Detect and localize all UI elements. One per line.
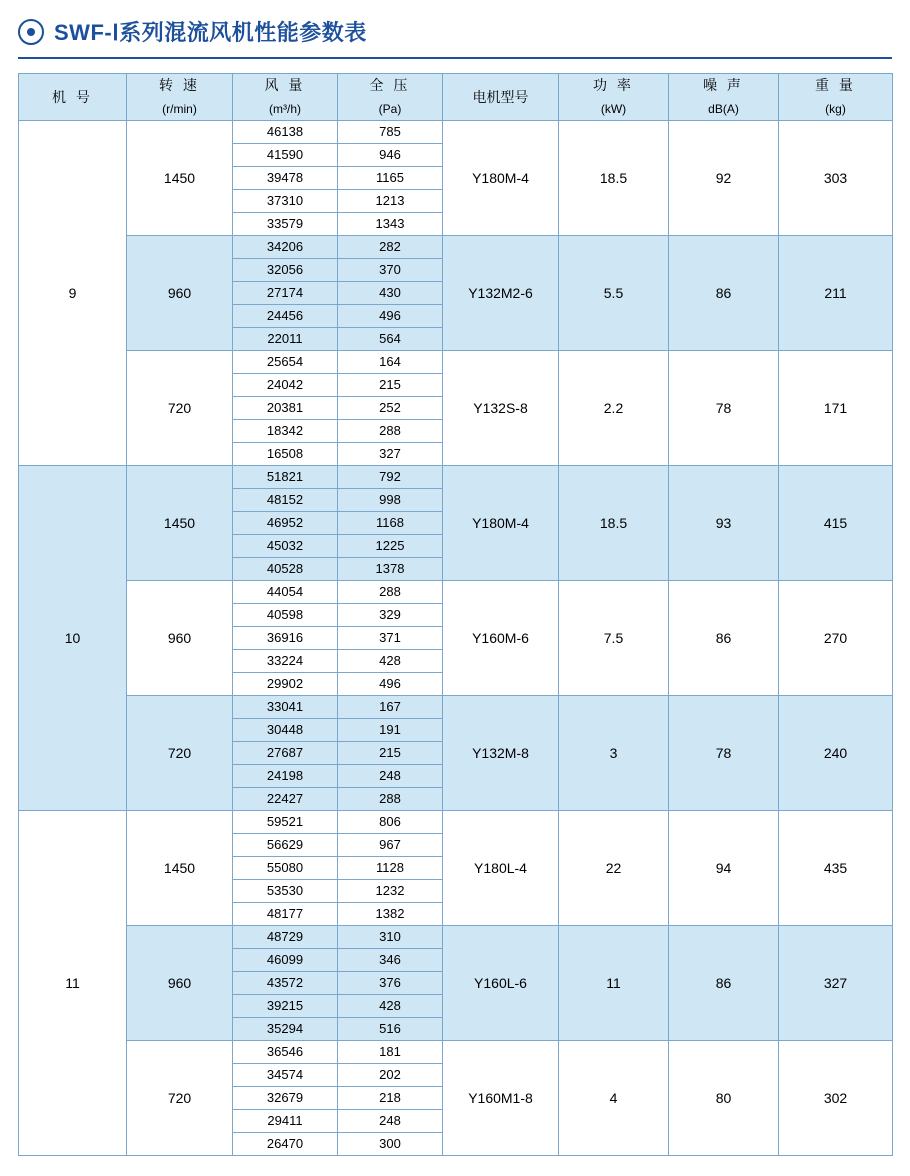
cell-motor-model: Y132M-8 <box>443 696 559 811</box>
cell-pressure: 428 <box>338 995 443 1018</box>
cell-flow: 48152 <box>233 489 338 512</box>
column-header-motor-model <box>443 74 559 121</box>
column-header-weight-unit: (kg) <box>825 102 846 116</box>
cell-flow: 43572 <box>233 972 338 995</box>
cell-flow: 29411 <box>233 1110 338 1133</box>
cell-pressure: 346 <box>338 949 443 972</box>
cell-noise: 80 <box>669 1041 779 1156</box>
cell-pressure: 300 <box>338 1133 443 1156</box>
column-header-power-unit: (kW) <box>600 102 627 116</box>
cell-rpm: 720 <box>127 1041 233 1156</box>
cell-motor-model: Y180M-4 <box>443 121 559 236</box>
column-header-pressure-unit: (Pa) <box>378 102 402 116</box>
cell-flow: 40528 <box>233 558 338 581</box>
cell-flow: 32056 <box>233 259 338 282</box>
cell-weight: 303 <box>779 121 893 236</box>
column-header-rpm-unit: (r/min) <box>162 102 197 116</box>
cell-pressure: 792 <box>338 466 443 489</box>
cell-flow: 25654 <box>233 351 338 374</box>
cell-power: 2.2 <box>559 351 669 466</box>
cell-model-no: 9 <box>19 121 127 466</box>
cell-noise: 94 <box>669 811 779 926</box>
cell-rpm: 960 <box>127 926 233 1041</box>
cell-power: 22 <box>559 811 669 926</box>
cell-flow: 20381 <box>233 397 338 420</box>
column-header-model-no <box>19 74 127 121</box>
column-header-power-label: 功 率 <box>593 77 634 93</box>
cell-pressure: 998 <box>338 489 443 512</box>
cell-flow: 24042 <box>233 374 338 397</box>
cell-noise: 78 <box>669 351 779 466</box>
cell-flow: 24456 <box>233 305 338 328</box>
cell-flow: 34206 <box>233 236 338 259</box>
cell-rpm: 720 <box>127 696 233 811</box>
cell-flow: 18342 <box>233 420 338 443</box>
cell-weight: 171 <box>779 351 893 466</box>
cell-weight: 415 <box>779 466 893 581</box>
cell-flow: 32679 <box>233 1087 338 1110</box>
cell-model-no: 10 <box>19 466 127 811</box>
cell-noise: 92 <box>669 121 779 236</box>
cell-pressure: 288 <box>338 581 443 604</box>
cell-noise: 78 <box>669 696 779 811</box>
cell-flow: 37310 <box>233 190 338 213</box>
cell-flow: 35294 <box>233 1018 338 1041</box>
column-header-rpm-label: 转 速 <box>159 77 200 93</box>
cell-flow: 53530 <box>233 880 338 903</box>
cell-flow: 39215 <box>233 995 338 1018</box>
cell-motor-model: Y180L-4 <box>443 811 559 926</box>
cell-flow: 39478 <box>233 167 338 190</box>
cell-motor-model: Y132M2-6 <box>443 236 559 351</box>
cell-weight: 270 <box>779 581 893 696</box>
cell-noise: 86 <box>669 236 779 351</box>
column-header-rpm <box>127 74 233 121</box>
cell-pressure: 327 <box>338 443 443 466</box>
cell-pressure: 181 <box>338 1041 443 1064</box>
cell-pressure: 785 <box>338 121 443 144</box>
cell-motor-model: Y160M1-8 <box>443 1041 559 1156</box>
cell-pressure: 329 <box>338 604 443 627</box>
cell-power: 18.5 <box>559 121 669 236</box>
cell-pressure: 967 <box>338 834 443 857</box>
cell-model-no: 11 <box>19 811 127 1156</box>
cell-pressure: 310 <box>338 926 443 949</box>
cell-pressure: 371 <box>338 627 443 650</box>
cell-power: 7.5 <box>559 581 669 696</box>
cell-flow: 33224 <box>233 650 338 673</box>
cell-pressure: 1343 <box>338 213 443 236</box>
cell-pressure: 167 <box>338 696 443 719</box>
cell-flow: 27687 <box>233 742 338 765</box>
cell-power: 5.5 <box>559 236 669 351</box>
table-row <box>19 811 893 834</box>
cell-flow: 33579 <box>233 213 338 236</box>
table-row <box>19 1041 893 1064</box>
cell-pressure: 252 <box>338 397 443 420</box>
cell-pressure: 1165 <box>338 167 443 190</box>
cell-flow: 22427 <box>233 788 338 811</box>
cell-flow: 26470 <box>233 1133 338 1156</box>
cell-pressure: 370 <box>338 259 443 282</box>
column-header-noise <box>669 74 779 121</box>
table-header-row <box>19 74 893 121</box>
cell-flow: 40598 <box>233 604 338 627</box>
cell-noise: 93 <box>669 466 779 581</box>
cell-rpm: 1450 <box>127 466 233 581</box>
table-header <box>19 74 893 121</box>
cell-pressure: 215 <box>338 742 443 765</box>
performance-table-container <box>0 59 910 1156</box>
cell-pressure: 1128 <box>338 857 443 880</box>
cell-power: 3 <box>559 696 669 811</box>
column-header-flow-unit: (m³/h) <box>269 102 301 116</box>
cell-pressure: 806 <box>338 811 443 834</box>
cell-noise: 86 <box>669 581 779 696</box>
cell-weight: 240 <box>779 696 893 811</box>
cell-rpm: 960 <box>127 236 233 351</box>
cell-rpm: 1450 <box>127 121 233 236</box>
cell-power: 4 <box>559 1041 669 1156</box>
cell-flow: 51821 <box>233 466 338 489</box>
cell-flow: 30448 <box>233 719 338 742</box>
cell-pressure: 496 <box>338 673 443 696</box>
cell-pressure: 191 <box>338 719 443 742</box>
cell-pressure: 248 <box>338 765 443 788</box>
cell-pressure: 218 <box>338 1087 443 1110</box>
cell-noise: 86 <box>669 926 779 1041</box>
cell-weight: 302 <box>779 1041 893 1156</box>
cell-pressure: 1225 <box>338 535 443 558</box>
column-header-model-no-label: 机 号 <box>52 89 93 105</box>
cell-pressure: 430 <box>338 282 443 305</box>
cell-pressure: 1232 <box>338 880 443 903</box>
column-header-pressure-label: 全 压 <box>369 77 411 93</box>
cell-pressure: 1213 <box>338 190 443 213</box>
cell-rpm: 720 <box>127 351 233 466</box>
cell-flow: 33041 <box>233 696 338 719</box>
table-row <box>19 696 893 719</box>
cell-flow: 24198 <box>233 765 338 788</box>
cell-flow: 36546 <box>233 1041 338 1064</box>
cell-power: 18.5 <box>559 466 669 581</box>
column-header-weight <box>779 74 893 121</box>
cell-flow: 36916 <box>233 627 338 650</box>
table-row <box>19 581 893 604</box>
cell-pressure: 215 <box>338 374 443 397</box>
cell-flow: 16508 <box>233 443 338 466</box>
cell-flow: 22011 <box>233 328 338 351</box>
cell-power: 11 <box>559 926 669 1041</box>
cell-motor-model: Y132S-8 <box>443 351 559 466</box>
cell-flow: 41590 <box>233 144 338 167</box>
cell-pressure: 1382 <box>338 903 443 926</box>
cell-flow: 56629 <box>233 834 338 857</box>
cell-motor-model: Y180M-4 <box>443 466 559 581</box>
table-row <box>19 236 893 259</box>
cell-pressure: 288 <box>338 420 443 443</box>
circle-target-icon <box>18 19 44 45</box>
cell-pressure: 946 <box>338 144 443 167</box>
cell-flow: 46138 <box>233 121 338 144</box>
column-header-power <box>559 74 669 121</box>
cell-flow: 27174 <box>233 282 338 305</box>
cell-weight: 211 <box>779 236 893 351</box>
document-title-bar <box>0 0 910 55</box>
cell-flow: 44054 <box>233 581 338 604</box>
cell-flow: 29902 <box>233 673 338 696</box>
cell-flow: 46099 <box>233 949 338 972</box>
cell-pressure: 282 <box>338 236 443 259</box>
cell-pressure: 202 <box>338 1064 443 1087</box>
column-header-pressure <box>338 74 443 121</box>
cell-motor-model: Y160L-6 <box>443 926 559 1041</box>
column-header-noise-unit: dB(A) <box>708 102 739 116</box>
cell-pressure: 428 <box>338 650 443 673</box>
cell-pressure: 248 <box>338 1110 443 1133</box>
cell-flow: 48729 <box>233 926 338 949</box>
cell-rpm: 1450 <box>127 811 233 926</box>
cell-flow: 55080 <box>233 857 338 880</box>
cell-pressure: 564 <box>338 328 443 351</box>
column-header-flow <box>233 74 338 121</box>
column-header-flow-label: 风 量 <box>264 77 306 93</box>
cell-flow: 59521 <box>233 811 338 834</box>
cell-pressure: 288 <box>338 788 443 811</box>
table-row <box>19 351 893 374</box>
column-header-motor-model-label: 电机型号 <box>472 89 529 105</box>
table-row <box>19 926 893 949</box>
cell-pressure: 1378 <box>338 558 443 581</box>
cell-pressure: 376 <box>338 972 443 995</box>
cell-weight: 327 <box>779 926 893 1041</box>
cell-pressure: 516 <box>338 1018 443 1041</box>
cell-flow: 45032 <box>233 535 338 558</box>
cell-pressure: 164 <box>338 351 443 374</box>
cell-rpm: 960 <box>127 581 233 696</box>
table-row <box>19 466 893 489</box>
cell-pressure: 496 <box>338 305 443 328</box>
cell-flow: 34574 <box>233 1064 338 1087</box>
cell-pressure: 1168 <box>338 512 443 535</box>
performance-table <box>18 73 893 1156</box>
cell-flow: 48177 <box>233 903 338 926</box>
column-header-weight-label: 重 量 <box>815 77 856 93</box>
table-body <box>19 121 893 1156</box>
cell-flow: 46952 <box>233 512 338 535</box>
page-title: SWF-Ⅰ系列混流风机性能参数表 <box>54 20 367 45</box>
table-row <box>19 121 893 144</box>
cell-weight: 435 <box>779 811 893 926</box>
column-header-noise-label: 噪 声 <box>703 77 744 93</box>
cell-motor-model: Y160M-6 <box>443 581 559 696</box>
